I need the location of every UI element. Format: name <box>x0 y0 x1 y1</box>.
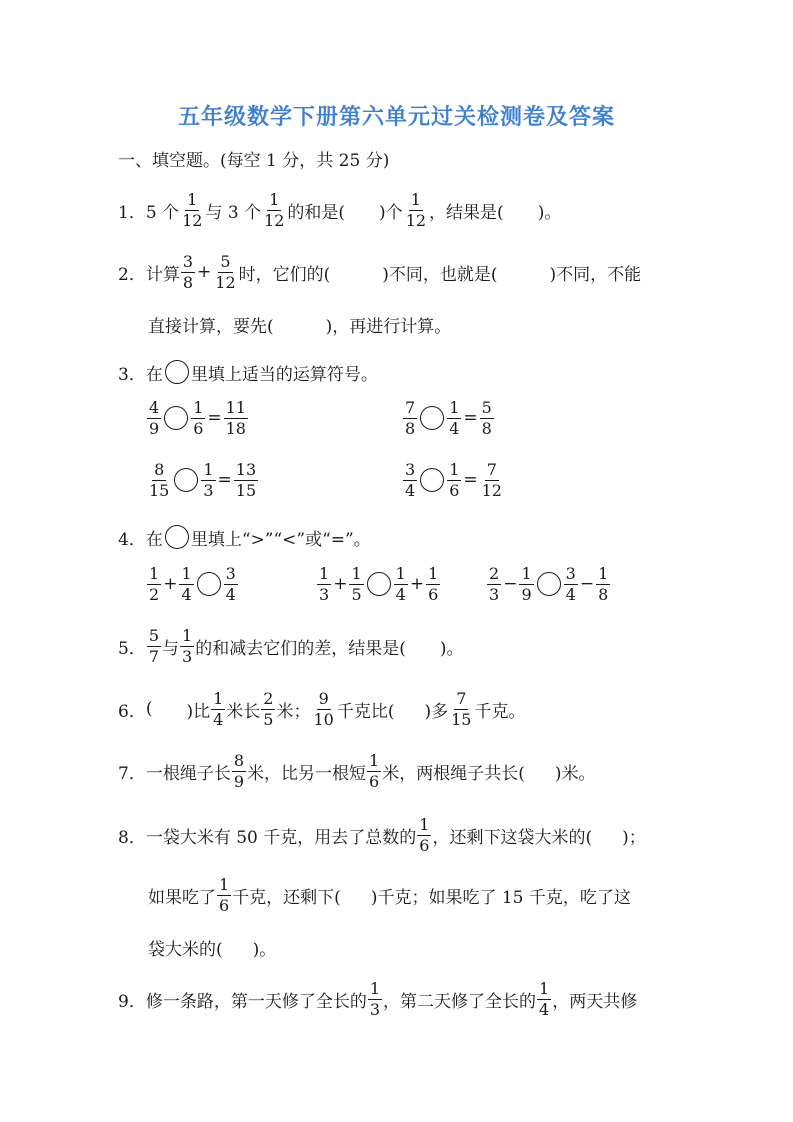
q9-fraction-2 <box>537 979 551 1020</box>
denominator: 12 <box>215 272 236 292</box>
fraction <box>317 564 331 605</box>
q1-number: 1． <box>118 202 146 223</box>
numerator: 7 <box>486 459 497 479</box>
q6-text-a: ( <box>145 699 153 719</box>
question-2-continued <box>148 302 451 346</box>
denominator: 3 <box>369 999 381 1019</box>
numerator: 1 <box>351 563 362 583</box>
q4-number: 4． <box>118 529 146 550</box>
numerator: 1 <box>187 189 198 209</box>
q7-text-a: 一根绳子长 <box>145 763 231 784</box>
numerator: 1 <box>410 189 421 209</box>
operator-circle[interactable] <box>164 406 188 430</box>
q8-fraction-2 <box>217 875 231 916</box>
operator-circle[interactable] <box>420 468 444 492</box>
q6-text-b: )比 <box>186 701 211 722</box>
q1-fraction-2 <box>262 190 286 231</box>
numerator: 3 <box>225 563 236 583</box>
denominator: 4 <box>213 709 224 729</box>
question-8-line-2 <box>148 873 631 917</box>
denominator: 15 <box>149 480 170 500</box>
question-8-line-3 <box>148 925 276 969</box>
q1-text-f: )。 <box>537 202 562 223</box>
q3-expression-2 <box>402 396 495 440</box>
numerator: 1 <box>369 750 380 770</box>
denominator: 3 <box>203 480 214 500</box>
circle-icon <box>165 360 189 384</box>
numerator: 8 <box>154 459 165 479</box>
denominator: 9 <box>233 771 245 791</box>
q9-number: 9． <box>118 991 146 1012</box>
q6-fraction-2 <box>261 689 275 730</box>
numerator: 9 <box>318 688 329 708</box>
denominator: 3 <box>319 584 330 604</box>
q4-text-a: 在 <box>145 529 163 550</box>
plus-sign: + <box>409 574 425 594</box>
q8-text-a: 一袋大米有 50 千克，用去了总数的 <box>145 827 417 848</box>
q2-text-a: 计算 <box>145 264 180 285</box>
numerator: 1 <box>449 459 460 479</box>
q8-line2-text-a: 如果吃了 <box>148 887 216 908</box>
q5-text-a: 与 <box>162 638 180 659</box>
q7-text-d: )米。 <box>554 763 596 784</box>
denominator: 12 <box>481 480 502 500</box>
q3-expression-3 <box>146 458 259 502</box>
q9-text-b: ，第二天修了全长的 <box>383 991 537 1012</box>
denominator: 4 <box>565 584 576 604</box>
equals-sign: = <box>217 470 232 490</box>
fraction <box>596 564 610 605</box>
q3-expression-1 <box>146 396 249 440</box>
question-4 <box>118 515 371 559</box>
fraction <box>234 460 258 501</box>
question-3 <box>118 350 378 394</box>
question-8 <box>118 813 646 857</box>
denominator: 15 <box>235 480 257 500</box>
denominator: 8 <box>405 418 416 438</box>
fraction <box>349 564 363 605</box>
denominator: 9 <box>149 418 160 438</box>
denominator: 8 <box>481 418 492 438</box>
numerator: 3 <box>182 251 194 271</box>
plus-sign: + <box>163 574 178 594</box>
question-6 <box>118 687 525 731</box>
numerator: 1 <box>419 814 430 834</box>
denominator: 6 <box>428 584 439 604</box>
section-heading <box>118 136 389 180</box>
denominator: 12 <box>405 210 427 230</box>
numerator: 4 <box>149 397 160 417</box>
section-heading-text: 一、填空题。(每空 1 分，共 25 分) <box>118 150 390 171</box>
denominator: 4 <box>539 999 550 1019</box>
q6-number: 6． <box>118 701 146 722</box>
numerator: 8 <box>233 750 245 770</box>
numerator: 1 <box>369 978 381 998</box>
q7-fraction-2 <box>367 751 381 792</box>
denominator: 3 <box>489 584 500 604</box>
denominator: 7 <box>148 646 160 666</box>
numerator: 1 <box>521 563 532 583</box>
q1-text-c: 的和是( <box>287 202 346 223</box>
q3-text-b: 里填上适当的运算符号。 <box>190 364 378 385</box>
numerator: 3 <box>565 563 576 583</box>
q2-line2-text: 直接计算，要先( <box>148 316 274 337</box>
q1-text-b: 与 3 个 <box>205 202 262 223</box>
q9-text-c: ，两天共修 <box>552 991 638 1012</box>
denominator: 6 <box>449 480 460 500</box>
equals-sign: = <box>207 408 222 428</box>
numerator: 1 <box>539 978 550 998</box>
denominator: 8 <box>182 272 194 292</box>
compare-circle[interactable] <box>367 572 391 596</box>
q6-text-e: 千克比( <box>336 701 395 722</box>
q5-text-b: 的和减去它们的差，结果是( <box>195 638 406 659</box>
fraction <box>147 398 161 439</box>
fraction <box>480 398 494 439</box>
q8-line2-text-b: 千克，还剩下( <box>232 887 341 908</box>
operator-circle[interactable] <box>174 468 198 492</box>
q8-text-b: ，还剩下这袋大米的( <box>432 827 593 848</box>
fraction <box>447 398 461 439</box>
denominator: 5 <box>351 584 362 604</box>
fraction <box>403 460 417 501</box>
denominator: 18 <box>225 418 246 438</box>
numerator: 1 <box>149 563 160 583</box>
q6-text-d: 米； <box>276 701 311 722</box>
denominator: 2 <box>149 584 160 604</box>
numerator: 7 <box>405 397 416 417</box>
denominator: 4 <box>181 584 192 604</box>
q1-text-e: ，结果是( <box>429 202 504 223</box>
q7-text-b: 米，比另一根短 <box>247 763 367 784</box>
denominator: 3 <box>182 646 193 666</box>
fraction <box>403 398 417 439</box>
numerator: 5 <box>481 397 492 417</box>
q5-text-c: )。 <box>439 638 464 659</box>
denominator: 10 <box>313 709 334 729</box>
fraction <box>191 398 205 439</box>
denominator: 6 <box>219 895 230 915</box>
circle-icon <box>165 525 189 549</box>
q8-line3-text-a: 袋大米的( <box>148 939 223 960</box>
denominator: 12 <box>182 210 203 230</box>
numerator: 1 <box>181 563 192 583</box>
q3-expression-4 <box>402 458 505 502</box>
q5-fraction-2 <box>180 626 194 667</box>
numerator: 7 <box>456 688 467 708</box>
q4-expression-1 <box>146 562 239 606</box>
q2-text-c: )不同，也就是( <box>382 264 498 285</box>
plus-sign: + <box>333 574 348 594</box>
numerator: 1 <box>319 563 330 583</box>
question-9 <box>118 977 637 1021</box>
question-5 <box>118 624 463 668</box>
q2-number: 2． <box>118 264 146 285</box>
q8-line2-text-c: )千克；如果吃了 15 千克，吃了这 <box>370 887 631 908</box>
denominator: 15 <box>451 709 472 729</box>
q4-expression-3 <box>486 562 611 606</box>
minus-sign: − <box>579 574 595 594</box>
compare-circle[interactable] <box>197 572 221 596</box>
q6-text-g: 千克。 <box>474 701 526 722</box>
question-1 <box>118 188 561 232</box>
q2-fraction-2 <box>213 252 237 293</box>
q1-fraction-1 <box>180 190 204 231</box>
q6-fraction-3 <box>311 689 335 730</box>
operator-circle[interactable] <box>420 406 444 430</box>
minus-sign: − <box>503 574 518 594</box>
q3-number: 3． <box>118 364 146 385</box>
q8-line3-text-b: )。 <box>252 939 277 960</box>
q6-text-c: 米长 <box>226 701 261 722</box>
q7-text-c: 米，两根绳子共长( <box>382 763 525 784</box>
plus-sign: + <box>197 262 212 282</box>
denominator: 6 <box>419 835 430 855</box>
numerator: 11 <box>225 397 246 417</box>
fraction <box>480 460 504 501</box>
numerator: 1 <box>449 397 460 417</box>
q9-fraction-1 <box>368 979 382 1020</box>
q5-fraction-1 <box>147 626 161 667</box>
denominator: 4 <box>225 584 236 604</box>
numerator: 1 <box>395 563 406 583</box>
denominator: 5 <box>263 709 274 729</box>
fraction <box>224 564 238 605</box>
q2-text-d: )不同，不能 <box>549 264 642 285</box>
q4-expression-2 <box>316 562 441 606</box>
fraction <box>394 564 408 605</box>
q1-text-d: )个 <box>379 202 403 223</box>
numerator: 1 <box>193 397 204 417</box>
q5-number: 5． <box>118 638 146 659</box>
q2-line2-text-b: )，再进行计算。 <box>325 316 452 337</box>
q8-number: 8． <box>118 827 146 848</box>
question-2 <box>118 250 641 294</box>
equals-sign: = <box>463 470 478 490</box>
denominator: 4 <box>405 480 416 500</box>
question-7 <box>118 749 595 793</box>
q8-text-c: )； <box>622 827 646 848</box>
fraction <box>201 460 215 501</box>
fraction <box>147 564 161 605</box>
numerator: 1 <box>598 563 609 583</box>
denominator: 6 <box>193 418 204 438</box>
numerator: 1 <box>219 874 230 894</box>
numerator: 1 <box>269 189 280 209</box>
denominator: 12 <box>264 210 285 230</box>
q9-text-a: 修一条路，第一天修了全长的 <box>145 991 367 1012</box>
numerator: 5 <box>148 625 160 645</box>
compare-circle[interactable] <box>537 572 561 596</box>
fraction <box>426 564 440 605</box>
q4-text-b: 里填上“>”“<”或“=”。 <box>190 529 371 550</box>
numerator: 2 <box>263 688 274 708</box>
fraction <box>179 564 193 605</box>
q8-fraction-1 <box>417 815 431 856</box>
numerator: 2 <box>489 563 500 583</box>
denominator: 4 <box>449 418 460 438</box>
q6-fraction-4 <box>449 689 473 730</box>
fraction <box>224 398 248 439</box>
fraction <box>447 460 461 501</box>
numerator: 13 <box>235 459 257 479</box>
numerator: 1 <box>203 459 214 479</box>
denominator: 4 <box>395 584 406 604</box>
q3-text-a: 在 <box>145 364 163 385</box>
q1-fraction-3 <box>404 190 428 231</box>
numerator: 1 <box>182 625 193 645</box>
page-title: 五年级数学下册第六单元过关检测卷及答案 <box>177 105 615 130</box>
numerator: 1 <box>213 688 224 708</box>
numerator: 3 <box>405 459 416 479</box>
q2-text-b: 时，它们的( <box>238 264 331 285</box>
q6-text-f: )多 <box>424 701 449 722</box>
denominator: 8 <box>598 584 609 604</box>
numerator: 5 <box>220 251 231 271</box>
q7-fraction-1 <box>232 751 246 792</box>
q6-fraction-1 <box>211 689 225 730</box>
fraction <box>519 564 533 605</box>
fraction <box>564 564 578 605</box>
q7-number: 7． <box>118 763 146 784</box>
q2-fraction-1 <box>181 252 195 293</box>
numerator: 1 <box>428 563 439 583</box>
fraction <box>487 564 501 605</box>
q1-text-a: 5 个 <box>145 202 180 223</box>
denominator: 9 <box>521 584 532 604</box>
equals-sign: = <box>463 408 478 428</box>
denominator: 6 <box>369 771 380 791</box>
fraction <box>147 460 171 501</box>
